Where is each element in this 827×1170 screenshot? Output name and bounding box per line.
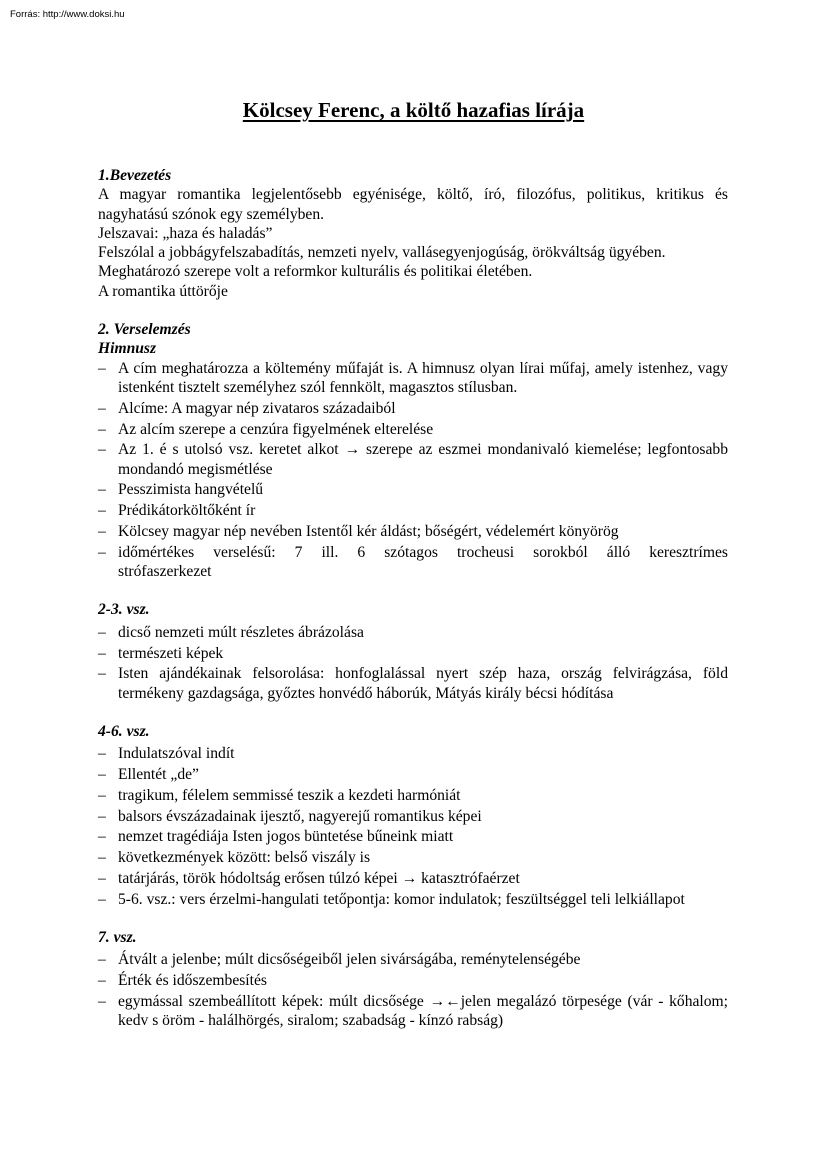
- spacer: [98, 301, 728, 320]
- list-item-text: Érték és időszembesítés: [118, 972, 267, 990]
- section-heading: 2-3. vsz.: [98, 601, 150, 619]
- dash-bullet-icon: –: [98, 399, 106, 417]
- list-item-text: Kölcsey magyar nép nevében Istentől kér áldást; bőségért, védelemért könyörög: [118, 523, 619, 541]
- list-item-text: dicső nemzeti múlt részletes ábrázolása: [118, 623, 364, 641]
- analysis-section: [98, 320, 728, 581]
- list-item-text: Indulatszóval indít: [118, 745, 235, 763]
- list-item: [98, 848, 728, 867]
- list-item: [98, 501, 728, 520]
- list-item: [98, 623, 728, 642]
- list-item-text: időmértékes verselésű: 7 ill. 6 szótagos trocheusi sorokból álló keresztrímes strófaszerkezet: [118, 543, 728, 581]
- list-item: [98, 869, 728, 888]
- dash-bullet-icon: –: [98, 502, 106, 520]
- section-heading: 2. Verselemzés: [98, 321, 191, 339]
- dash-bullet-icon: –: [98, 481, 106, 499]
- list-item-text: Isten ajándékainak felsorolása: honfoglalással nyert szép haza, ország felvirágzása, föld termékeny gazdagsága, győztes honvédő háborúk, Mátyás király bécsi hódítása: [118, 665, 728, 702]
- list-item: [98, 744, 728, 763]
- dash-bullet-icon: –: [98, 992, 106, 1010]
- list-item-text: A cím meghatározza a költemény műfaját is. A himnusz olyan lírai műfaj, amely istenhez, vagy istenként tisztelt személyhez szól fennkölt, magasztos stílusban.: [118, 359, 728, 396]
- dash-bullet-icon: –: [98, 890, 106, 908]
- dash-bullet-icon: –: [98, 523, 106, 541]
- stanza-section-7: [98, 928, 728, 1030]
- stanza-list: [98, 623, 728, 703]
- dash-bullet-icon: –: [98, 623, 106, 641]
- document-body: [98, 166, 728, 1031]
- list-item: [98, 440, 728, 479]
- section-heading: 7. vsz.: [98, 929, 137, 947]
- list-item: [98, 420, 728, 439]
- spacer: [98, 581, 728, 600]
- list-item-text: Az 1. é s utolsó vsz. keretet alkot → szerepe az eszmei mondanivaló kiemelése; legfontosabb mondandó megismétlése: [118, 441, 728, 478]
- list-item-text: Alcíme: A magyar nép zivataros századaiból: [118, 399, 396, 417]
- dash-bullet-icon: –: [98, 644, 106, 662]
- dash-bullet-icon: –: [98, 828, 106, 846]
- source-url-label: Forrás: http://www.doksi.hu: [10, 9, 125, 20]
- list-item: [98, 950, 728, 969]
- list-item-text: egymással szembeállított képek: múlt dicsősége →←jelen megalázó törpesége (vár - kőhalom; kedv s öröm - halálhörgés, siralom; szabadság - kínzó rabság): [118, 992, 728, 1030]
- dash-bullet-icon: –: [98, 745, 106, 763]
- dash-bullet-icon: –: [98, 543, 106, 561]
- analysis-list: [98, 359, 728, 582]
- spacer: [98, 703, 728, 722]
- page-title: Kölcsey Ferenc, a költő hazafias lírája: [242, 98, 585, 122]
- list-item-text: Átvált a jelenbe; múlt dicsőségeiből jelen sivárságába, reménytelenségébe: [118, 951, 581, 969]
- list-item: [98, 827, 728, 846]
- list-item-text: 5-6. vsz.: vers érzelmi-hangulati tetőpontja: komor indulatok; feszültséggel teli lelkiállapot: [118, 890, 685, 908]
- list-item-text: Pesszimista hangvételű: [118, 481, 264, 499]
- subsection-heading: Himnusz: [98, 340, 157, 358]
- stanza-list: [98, 744, 728, 909]
- list-item: [98, 480, 728, 499]
- intro-paragraph: Meghatározó szerepe volt a reformkor kulturális és politikai életében.: [98, 263, 533, 281]
- list-item: [98, 890, 728, 909]
- dash-bullet-icon: –: [98, 359, 106, 377]
- stanza-section-2-3: [98, 600, 728, 702]
- intro-paragraph: Felszólal a jobbágyfelszabadítás, nemzeti nyelv, vallásegyenjogúság, örökváltság ügyében.: [98, 244, 666, 262]
- dash-bullet-icon: –: [98, 972, 106, 990]
- list-item-text: Ellentét „de”: [118, 766, 199, 784]
- list-item: [98, 807, 728, 826]
- intro-paragraph: Jelszavai: „haza és haladás”: [98, 224, 273, 242]
- dash-bullet-icon: –: [98, 420, 106, 438]
- stanza-list: [98, 950, 728, 1030]
- spacer: [98, 909, 728, 928]
- dash-bullet-icon: –: [98, 441, 106, 459]
- list-item-text: balsors évszázadainak ijesztő, nagyerejű romantikus képei: [118, 807, 482, 825]
- dash-bullet-icon: –: [98, 665, 106, 683]
- dash-bullet-icon: –: [98, 786, 106, 804]
- list-item: [98, 664, 728, 703]
- list-item-text: tatárjárás, török hódoltság erősen túlzó képei → katasztrófaérzet: [118, 870, 520, 887]
- dash-bullet-icon: –: [98, 951, 106, 969]
- list-item: [98, 971, 728, 990]
- dash-bullet-icon: –: [98, 807, 106, 825]
- list-item: [98, 644, 728, 663]
- dash-bullet-icon: –: [98, 766, 106, 784]
- intro-paragraph: A romantika úttörője: [98, 282, 228, 300]
- section-heading: 1.Bevezetés: [98, 167, 172, 184]
- list-item: [98, 399, 728, 418]
- list-item: [98, 992, 728, 1031]
- intro-paragraph: A magyar romantika legjelentősebb egyénisége, költő, író, filozófus, politikus, kritikus és nagyhatású szónok egy személyben.: [98, 186, 728, 223]
- list-item-text: következmények között: belső viszály is: [118, 849, 371, 867]
- list-item-text: Az alcím szerepe a cenzúra figyelmének elterelése: [118, 420, 434, 438]
- list-item-text: nemzet tragédiája Isten jogos büntetése bűneink miatt: [118, 828, 454, 846]
- dash-bullet-icon: –: [98, 849, 106, 867]
- list-item: [98, 359, 728, 398]
- list-item: [98, 786, 728, 805]
- stanza-section-4-6: [98, 722, 728, 909]
- section-heading: 4-6. vsz.: [98, 722, 150, 740]
- dash-bullet-icon: –: [98, 870, 106, 887]
- list-item-text: Prédikátorköltőként ír: [118, 502, 256, 520]
- intro-section: [98, 166, 728, 301]
- list-item: [98, 765, 728, 784]
- list-item-text: tragikum, félelem semmissé teszik a kezdeti harmóniát: [118, 786, 461, 804]
- list-item: [98, 522, 728, 541]
- list-item-text: természeti képek: [118, 644, 224, 662]
- list-item: [98, 543, 728, 582]
